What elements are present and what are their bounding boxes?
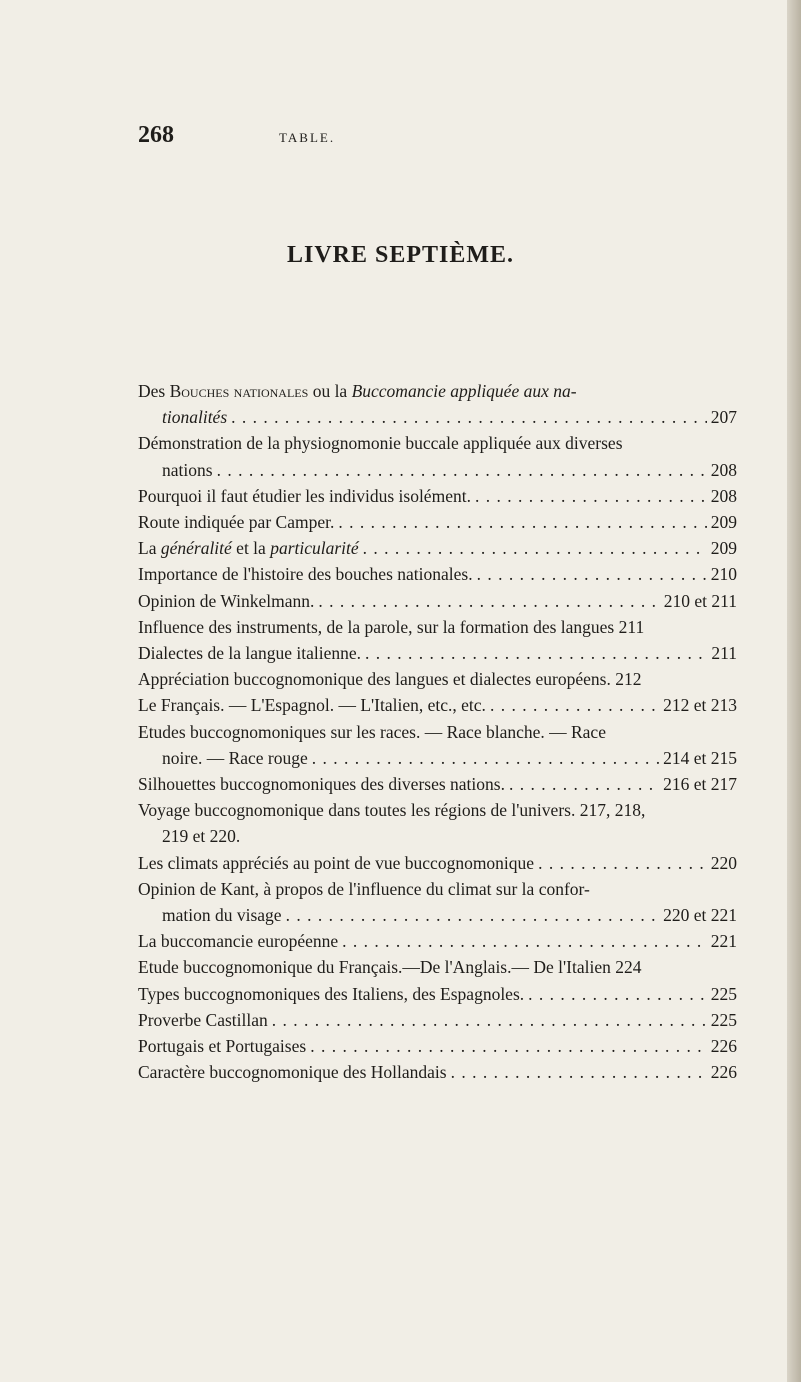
toc-page-ref: 208	[710, 459, 737, 480]
toc-text-fragment: Opinion de Winkelmann.	[138, 590, 315, 611]
running-title: TABLE.	[279, 130, 336, 145]
toc-line	[138, 1033, 737, 1059]
toc-line	[138, 745, 737, 771]
toc-entry-text	[138, 666, 641, 692]
toc-entry	[138, 771, 737, 797]
toc-entry	[138, 797, 737, 849]
dot-leader	[312, 745, 659, 771]
toc-entry	[138, 430, 737, 482]
toc-entry-text	[138, 588, 314, 614]
toc-page-ref: 221	[710, 931, 737, 952]
dot-leader	[310, 1033, 707, 1059]
toc-line	[138, 640, 737, 666]
toc-line	[138, 928, 737, 954]
page-edge	[787, 0, 801, 1382]
toc-entry-text	[138, 640, 361, 666]
toc-entry-text	[138, 719, 606, 745]
toc-page-ref: 212 et 213	[663, 695, 737, 716]
toc-entry-text	[138, 614, 644, 640]
toc-entry-text	[162, 823, 240, 849]
toc-text-fragment: Proverbe Castillan	[138, 1009, 268, 1030]
toc-entry-text	[138, 535, 359, 561]
toc-text-fragment: Démonstration de la physiognomonie buccale appliquée aux diverses	[138, 433, 623, 454]
toc-page-ref: 208	[710, 485, 737, 506]
toc-text-fragment: Le Français. — L'Espagnol. — L'Italien, etc., etc.	[138, 695, 486, 716]
dot-leader	[477, 561, 707, 587]
toc-page-ref: 207	[710, 407, 737, 428]
toc-line	[138, 797, 737, 823]
toc-entry	[138, 666, 737, 692]
toc-page-ref: 216 et 217	[663, 774, 737, 795]
toc-text-fragment: particularité	[270, 538, 359, 559]
toc-line	[138, 614, 737, 640]
toc-page-ref: 214 et 215	[663, 747, 737, 768]
toc-entry	[138, 692, 737, 718]
toc-line	[138, 535, 737, 561]
dot-leader	[451, 1059, 707, 1085]
book-title: LIVRE SEPTIÈME.	[286, 242, 515, 268]
toc-page-ref: 210	[710, 564, 737, 585]
toc-entry	[138, 719, 737, 771]
toc-page-ref: 209	[710, 512, 737, 533]
toc-text-fragment: nations	[162, 459, 213, 480]
toc-text-fragment: Voyage buccognomonique dans toutes les régions de l'univers. 217, 218,	[138, 800, 646, 821]
toc-entry-text	[138, 1007, 268, 1033]
toc-text-fragment: Bouches nationales	[169, 381, 309, 401]
toc-page-ref: 209	[710, 538, 737, 559]
dot-leader	[342, 928, 707, 954]
toc-text-fragment: 219 et 220.	[162, 826, 241, 847]
dot-leader	[528, 981, 707, 1007]
toc-text-fragment: Etudes buccognomoniques sur les races. — Race blanche. — Race	[138, 721, 606, 742]
toc-entry-text	[138, 561, 473, 587]
toc-line	[138, 378, 737, 404]
toc-text-fragment: Dialectes de la langue italienne.	[138, 643, 362, 664]
toc-text-fragment: La buccomancie européenne	[138, 931, 339, 952]
toc-entry	[138, 876, 737, 928]
toc-text-fragment: Silhouettes buccognomoniques des diverses nations.	[138, 774, 505, 795]
toc-text-fragment: tionalités	[162, 407, 228, 428]
toc-entry	[138, 928, 737, 954]
toc-line	[138, 876, 737, 902]
toc-entry	[138, 378, 737, 430]
toc-text-fragment: mation du visage	[162, 905, 282, 926]
toc-entry	[138, 981, 737, 1007]
toc-line	[138, 692, 737, 718]
toc-text-fragment: Etude buccognomonique du Français.—De l'Anglais.— De l'Italien 224	[138, 957, 642, 978]
toc-line	[138, 902, 737, 928]
toc-text-fragment: Caractère buccognomonique des Hollandais	[138, 1062, 447, 1083]
toc-entry-text	[138, 797, 645, 823]
toc-entry-text	[138, 928, 338, 954]
toc-page-ref: 211	[711, 643, 737, 664]
toc-line	[138, 823, 737, 849]
toc-entry	[138, 954, 737, 980]
toc-text-fragment: Route indiquée par Camper.	[138, 512, 335, 533]
toc-entry	[138, 483, 737, 509]
toc-text-fragment: généralité	[160, 538, 232, 559]
toc-page-ref: 225	[710, 983, 737, 1004]
toc-entry-text	[162, 404, 227, 430]
toc-text-fragment: Pourquoi il faut étudier les individus isolément.	[138, 485, 471, 506]
toc-entry-text	[138, 876, 590, 902]
toc-page-ref: 226	[710, 1036, 737, 1057]
toc-page-ref: 225	[710, 1009, 737, 1030]
toc-line	[138, 981, 737, 1007]
toc-text-fragment: Opinion de Kant, à propos de l'influence du climat sur la confor-	[138, 878, 590, 899]
toc-line	[138, 1007, 737, 1033]
toc-entry-text	[138, 430, 623, 456]
toc-entry	[138, 1033, 737, 1059]
toc-line	[138, 719, 737, 745]
page-number: 268	[138, 122, 174, 148]
dot-leader	[538, 850, 707, 876]
toc-entry-text	[162, 902, 282, 928]
toc-entry	[138, 509, 737, 535]
toc-entry-text	[138, 1059, 447, 1085]
dot-leader	[231, 404, 707, 430]
toc-entry	[138, 640, 737, 666]
toc-entry-text	[138, 378, 577, 404]
toc-entry	[138, 614, 737, 640]
toc-line	[138, 850, 737, 876]
toc-page-ref: 220	[710, 852, 737, 873]
toc-text-fragment: Appréciation buccognomonique des langues et dialectes européens. 212	[138, 669, 642, 690]
table-of-contents	[138, 378, 737, 1085]
toc-text-fragment: Importance de l'histoire des bouches nationales.	[138, 564, 473, 585]
dot-leader	[217, 457, 707, 483]
toc-entry-text	[138, 509, 334, 535]
toc-text-fragment: ou la	[308, 381, 352, 401]
toc-text-fragment: et la	[231, 538, 271, 559]
toc-line	[138, 404, 737, 430]
toc-line	[138, 457, 737, 483]
toc-line	[138, 430, 737, 456]
dot-leader	[475, 483, 707, 509]
toc-entry-text	[162, 745, 308, 771]
dot-leader	[338, 509, 706, 535]
toc-entry-text	[138, 954, 641, 980]
toc-entry-text	[138, 692, 486, 718]
toc-text-fragment: Portugais et Portugaises	[138, 1036, 307, 1057]
toc-line	[138, 483, 737, 509]
toc-text-fragment: La	[138, 538, 161, 559]
toc-text-fragment: Des	[138, 381, 170, 401]
dot-leader	[272, 1007, 707, 1033]
dot-leader	[509, 771, 659, 797]
toc-entry	[138, 850, 737, 876]
toc-entry	[138, 1059, 737, 1085]
toc-text-fragment: Buccomancie appliquée aux na-	[351, 381, 577, 401]
toc-page-ref: 220 et 221	[663, 905, 737, 926]
toc-text-fragment: noire. — Race rouge	[162, 747, 308, 768]
toc-entry	[138, 1007, 737, 1033]
toc-text-fragment: Influence des instruments, de la parole, sur la formation des langues 211	[138, 616, 645, 637]
toc-entry-text	[138, 981, 524, 1007]
toc-entry-text	[138, 771, 505, 797]
dot-leader	[365, 640, 707, 666]
toc-entry-text	[138, 1033, 306, 1059]
page-header	[138, 122, 698, 152]
toc-page-ref: 210 et 211	[663, 590, 737, 611]
toc-entry	[138, 535, 737, 561]
dot-leader	[318, 588, 659, 614]
dot-leader	[363, 535, 707, 561]
toc-line	[138, 561, 737, 587]
toc-text-fragment: Types buccognomoniques des Italiens, des Espagnoles.	[138, 983, 525, 1004]
toc-entry	[138, 588, 737, 614]
toc-line	[138, 1059, 737, 1085]
toc-line	[138, 509, 737, 535]
toc-page-ref: 226	[710, 1062, 737, 1083]
toc-line	[138, 666, 737, 692]
toc-line	[138, 588, 737, 614]
dot-leader	[490, 692, 659, 718]
toc-entry-text	[138, 483, 471, 509]
toc-entry-text	[162, 457, 213, 483]
toc-line	[138, 771, 737, 797]
dot-leader	[286, 902, 660, 928]
toc-text-fragment: Les climats appréciés au point de vue buccognomonique	[138, 852, 535, 873]
toc-line	[138, 954, 737, 980]
toc-entry	[138, 561, 737, 587]
toc-entry-text	[138, 850, 534, 876]
